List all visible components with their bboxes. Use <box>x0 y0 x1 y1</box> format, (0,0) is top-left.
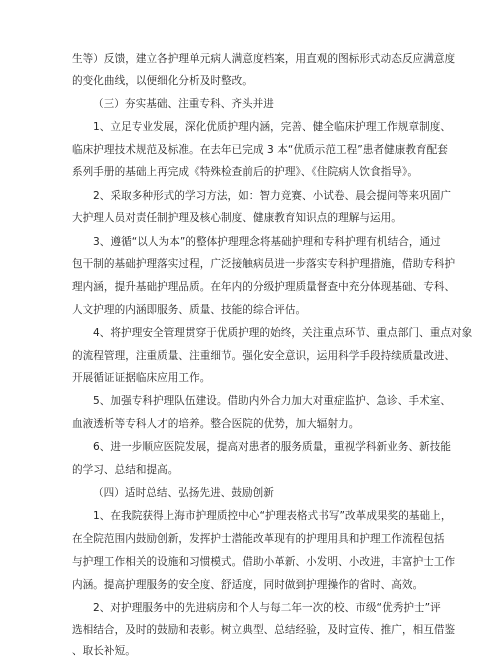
text-line: 临床护理技术规范及标准。在去年已完成 3 本“优质示范工程”患者健康教育配套 <box>72 144 448 156</box>
text-line: 2、采取多种形式的学习方法，如：智力竞赛、小试卷、晨会提问等来巩固广 <box>93 190 452 202</box>
text-line: 开展循证证据临床应用工作。 <box>72 372 211 384</box>
text-line: 选相结合，及时的鼓励和表彰。树立典型、总结经验，及时宣传、推广，相互借鉴 <box>72 624 456 636</box>
section-heading: （四）适时总结、弘扬先进、鼓励创新 <box>93 487 274 499</box>
text-line: 内涵。提高护理服务的安全度、舒适度，同时做到护理操作的省时、高效。 <box>72 579 424 591</box>
text-line: 6、进一步顺应医院发展，提高对患者的服务质量，重视学科新业务、新技能 <box>93 441 452 453</box>
text-line: 的变化曲线，以便细化分析及时整改。 <box>72 75 253 87</box>
text-line: 5、加强专科护理队伍建设。借助内外合力加大对重症监护、急诊、手术室、 <box>93 395 452 407</box>
text-line: 1、在我院获得上海市护理质控中心“护理表格式书写”改革成果奖的基础上， <box>93 510 452 522</box>
text-line: 的流程管理，注重质量、注重细节。强化安全意识，运用科学手段持续质量改进、 <box>72 350 456 362</box>
text-line: 人文护理的内涵即服务、质量、技能的综合评估。 <box>72 304 307 316</box>
text-line: 血液透析等专科人才的培养。整合医院的优势，加大辐射力。 <box>72 418 360 430</box>
text-line: 4、将护理安全管理贯穿于优质护理的始终，关注重点环节、重点部门、重点对象 <box>93 327 473 339</box>
text-line: 包干制的基础护理落实过程，广泛接触病员进一步落实专科护理措施，借助专科护 <box>72 258 456 270</box>
text-line: 、取长补短。 <box>72 645 136 657</box>
text-line: 在全院范围内鼓励创新，发挥护士潜能改革现有的护理用具和护理工作流程包括 <box>72 533 445 545</box>
text-line: 3、遵循“以人为本”的整体护理理念将基础护理和专科护理有机结合，通过 <box>93 236 441 248</box>
section-heading: （三）夯实基础、注重专科、齐头并进 <box>93 98 274 110</box>
text-line: 与护理工作相关的设施和习惯模式。借助小革新、小发明、小改进，丰富护士工作 <box>72 556 456 568</box>
text-line: 的学习、总结和提高。 <box>72 464 179 476</box>
text-line: 理内涵，提升基础护理品质。在年内的分级护理质量督查中充分体现基础、专科、 <box>72 281 456 293</box>
text-line: 1、立足专业发展，深化优质护理内涵，完善、健全临床护理工作规章制度、 <box>93 121 452 133</box>
text-line: 大护理人员对责任制护理及核心制度、健康教育知识点的理解与运用。 <box>72 212 402 224</box>
text-line: 2、对护理服务中的先进病房和个人与每二年一次的校、市级“优秀护士”评 <box>93 602 441 614</box>
text-line: 生等）反馈，建立各护理单元病人满意度档案，用直观的图标形式动态反应满意度 <box>72 53 456 65</box>
text-line: 系列手册的基础上再完成《特殊检查前后的护理》、《住院病人饮食指导》。 <box>72 166 418 178</box>
